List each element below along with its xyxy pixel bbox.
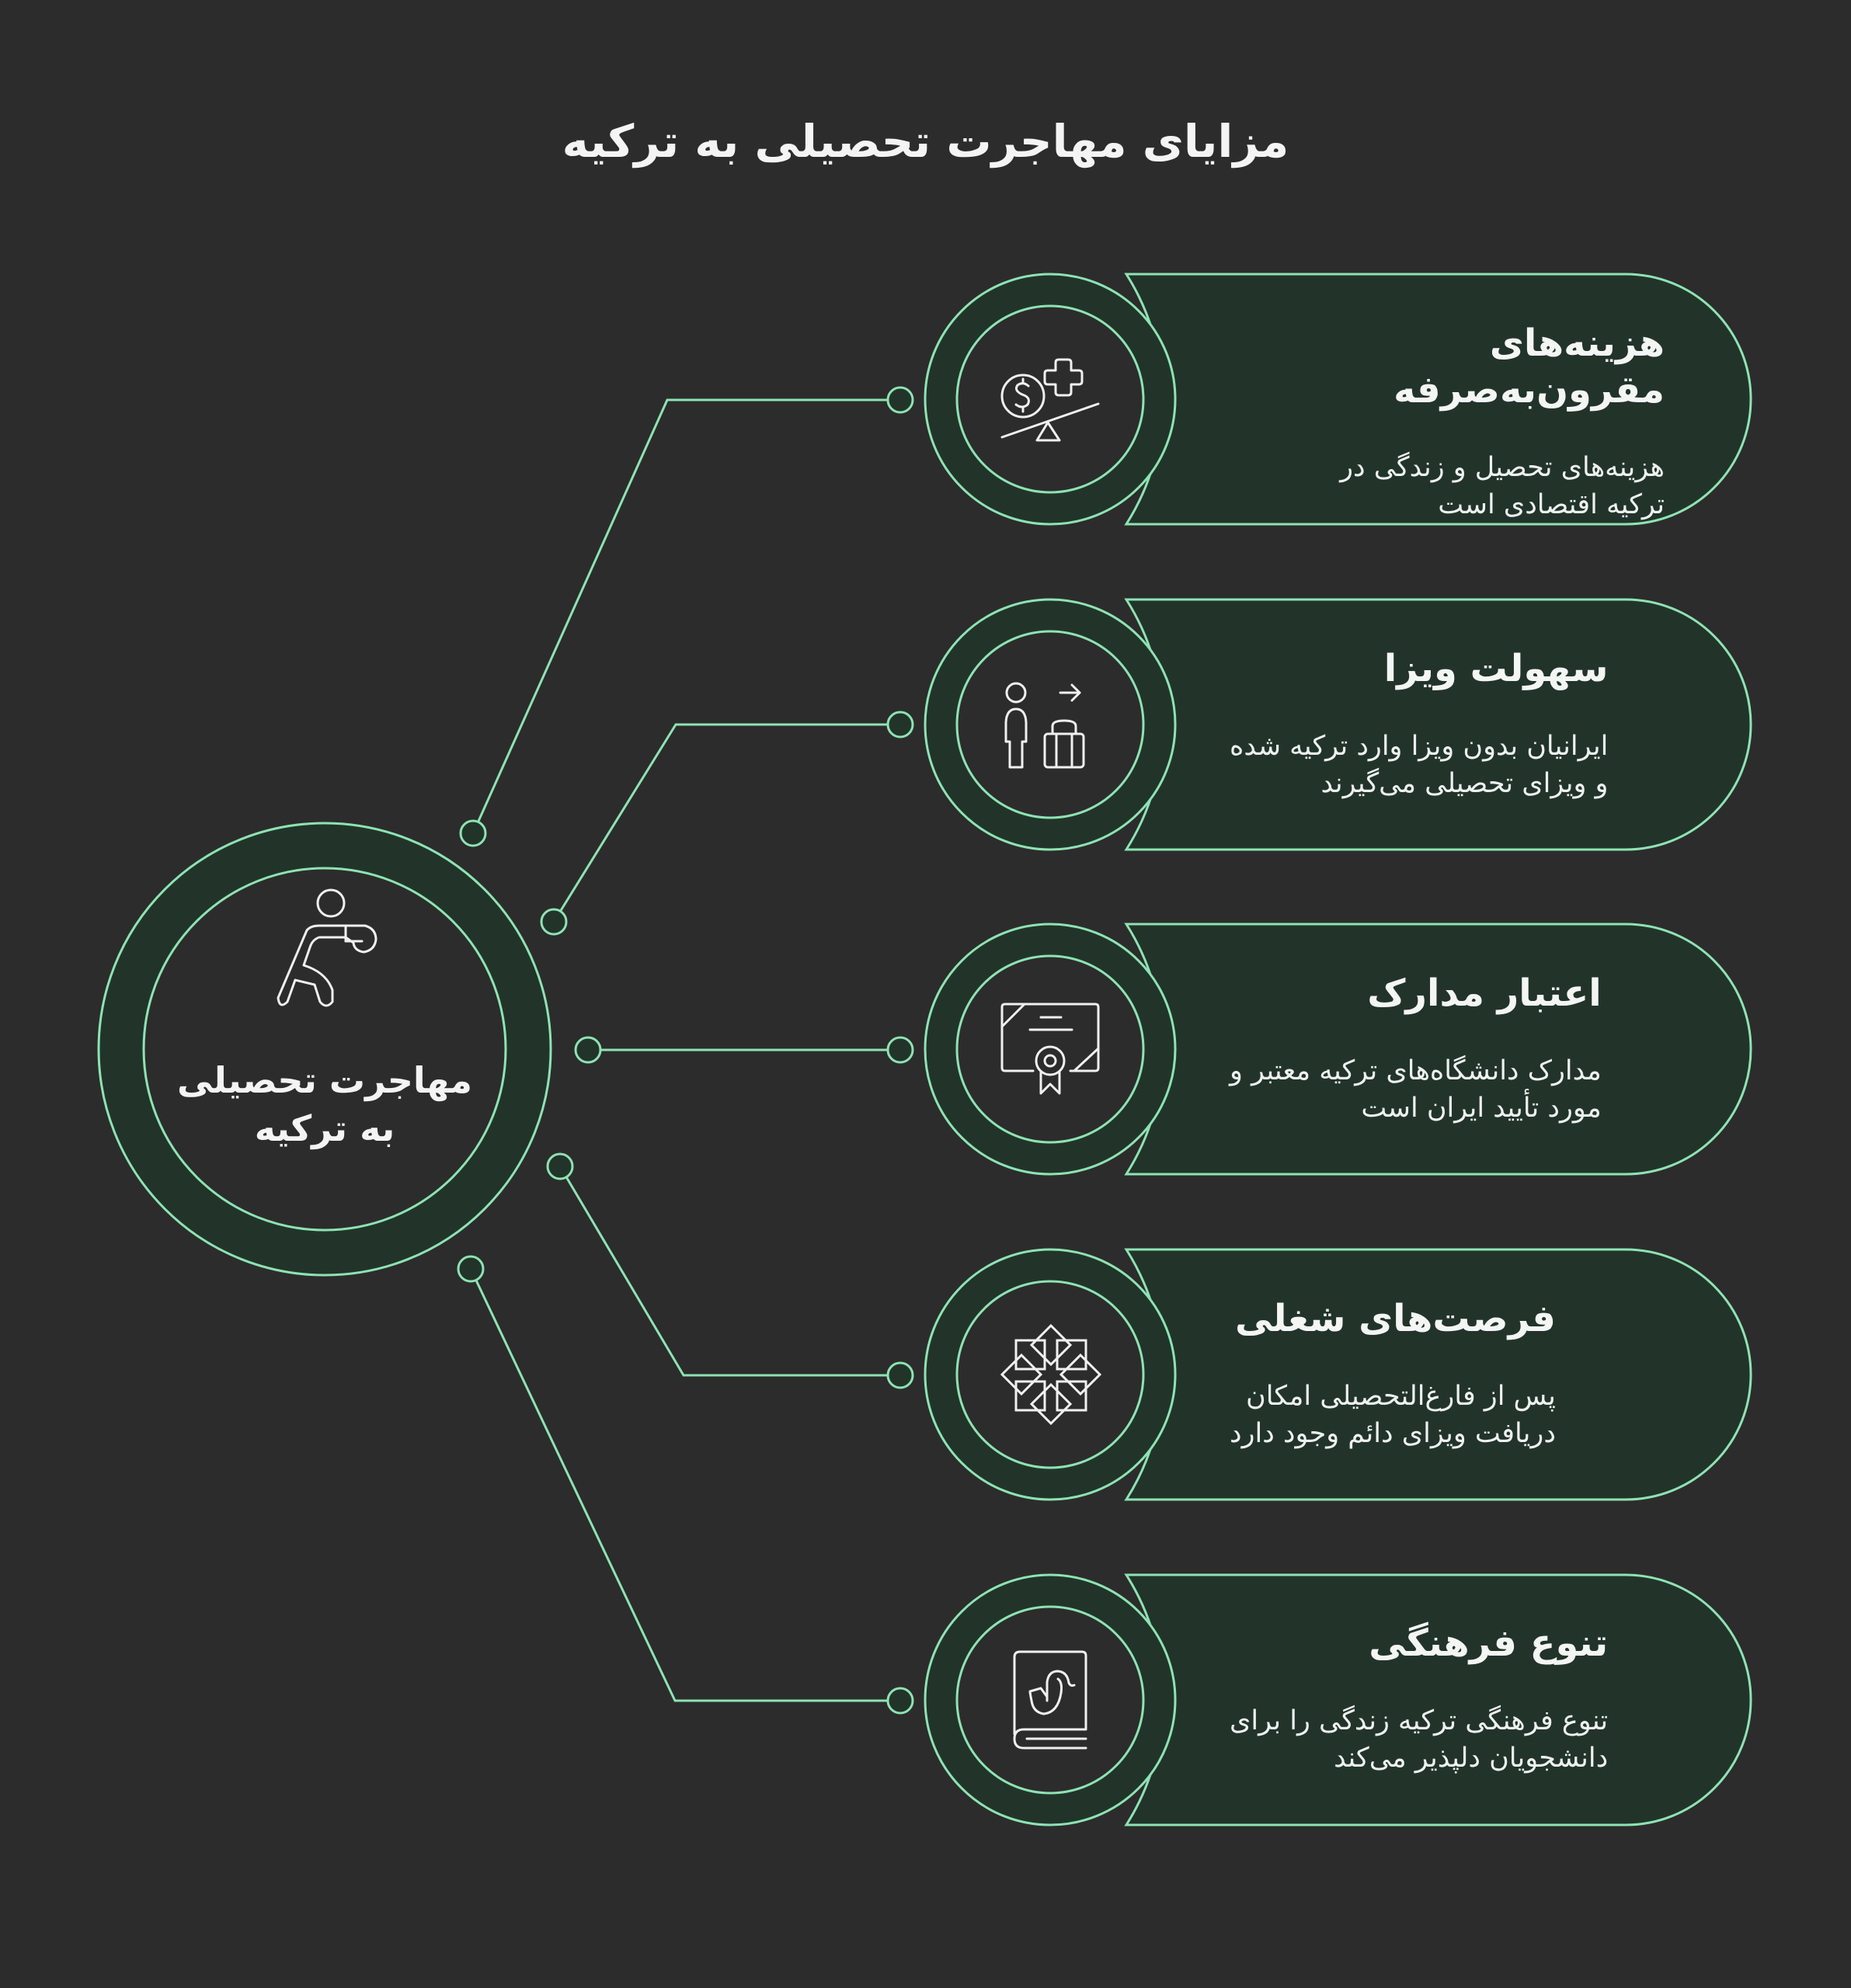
connector-dot-right-2 bbox=[888, 712, 913, 737]
connector-2 bbox=[554, 725, 900, 922]
connector-dot-right-1 bbox=[888, 388, 913, 412]
card-description bbox=[1230, 1378, 1556, 1452]
card-1-text bbox=[1230, 320, 1665, 523]
connector-dot-right-3 bbox=[888, 1037, 913, 1062]
card-4-text bbox=[1230, 1295, 1665, 1452]
connector-dot-right-4 bbox=[888, 1363, 913, 1388]
card-desc-line: و ویزای تحصیلی می‌گیرند bbox=[1320, 768, 1609, 799]
card-description bbox=[1230, 728, 1608, 802]
connector-5 bbox=[471, 1269, 900, 1701]
card-3-text bbox=[1230, 970, 1665, 1127]
card-title: هزینه‌های مقرون‌به‌صرفه bbox=[1393, 321, 1665, 412]
connector-dot-left-5 bbox=[458, 1256, 483, 1281]
card-desc-line: ترکیه اقتصادی است bbox=[1438, 489, 1665, 520]
connector-dot-right-5 bbox=[888, 1688, 913, 1713]
connector-4 bbox=[560, 1166, 900, 1375]
card-title: اعتبار مدارک bbox=[1367, 971, 1602, 1015]
connector-dot-left-3 bbox=[576, 1037, 600, 1062]
card-desc-line: پس از فارغ‌التحصیلی امکان bbox=[1245, 1381, 1556, 1412]
card-desc-line: دریافت ویزای دائم وجود دارد bbox=[1230, 1418, 1556, 1449]
card-5-text bbox=[1230, 1620, 1665, 1777]
card-desc-line: مورد تأیید ایران است bbox=[1361, 1093, 1602, 1124]
card-desc-line: هزینه‌های تحصیل و زندگی در bbox=[1340, 452, 1665, 483]
connector-dot-left-2 bbox=[541, 909, 566, 934]
hub-label bbox=[169, 1056, 480, 1152]
connector-dot-left-1 bbox=[461, 821, 485, 846]
card-desc-line: دانشجویان دلپذیر می‌کند bbox=[1334, 1743, 1609, 1774]
connector-1 bbox=[473, 400, 900, 833]
card-title: فرصت‌های شغلی bbox=[1234, 1297, 1556, 1340]
card-description bbox=[1230, 1052, 1602, 1127]
card-desc-line: ایرانیان بدون ویزا وارد ترکیه شده bbox=[1230, 731, 1609, 762]
page-title: مزایای مهاجرت تحصیلی به ترکیه bbox=[562, 115, 1289, 168]
hub-label-line2: به ترکیه bbox=[254, 1107, 395, 1149]
card-description bbox=[1230, 1702, 1608, 1777]
hub-label-line1: مهاجرت تحصیلی bbox=[177, 1059, 472, 1101]
connector-dot-left-4 bbox=[548, 1154, 572, 1179]
card-title: سهولت ویزا bbox=[1383, 647, 1609, 690]
card-desc-line: مدارک دانشگاه‌های ترکیه معتبر و bbox=[1230, 1055, 1602, 1086]
card-2-text bbox=[1230, 645, 1665, 802]
card-description bbox=[1230, 449, 1665, 523]
card-title: تنوع فرهنگی bbox=[1369, 1621, 1609, 1665]
card-desc-line: تنوع فرهنگی ترکیه زندگی را برای bbox=[1230, 1705, 1609, 1736]
